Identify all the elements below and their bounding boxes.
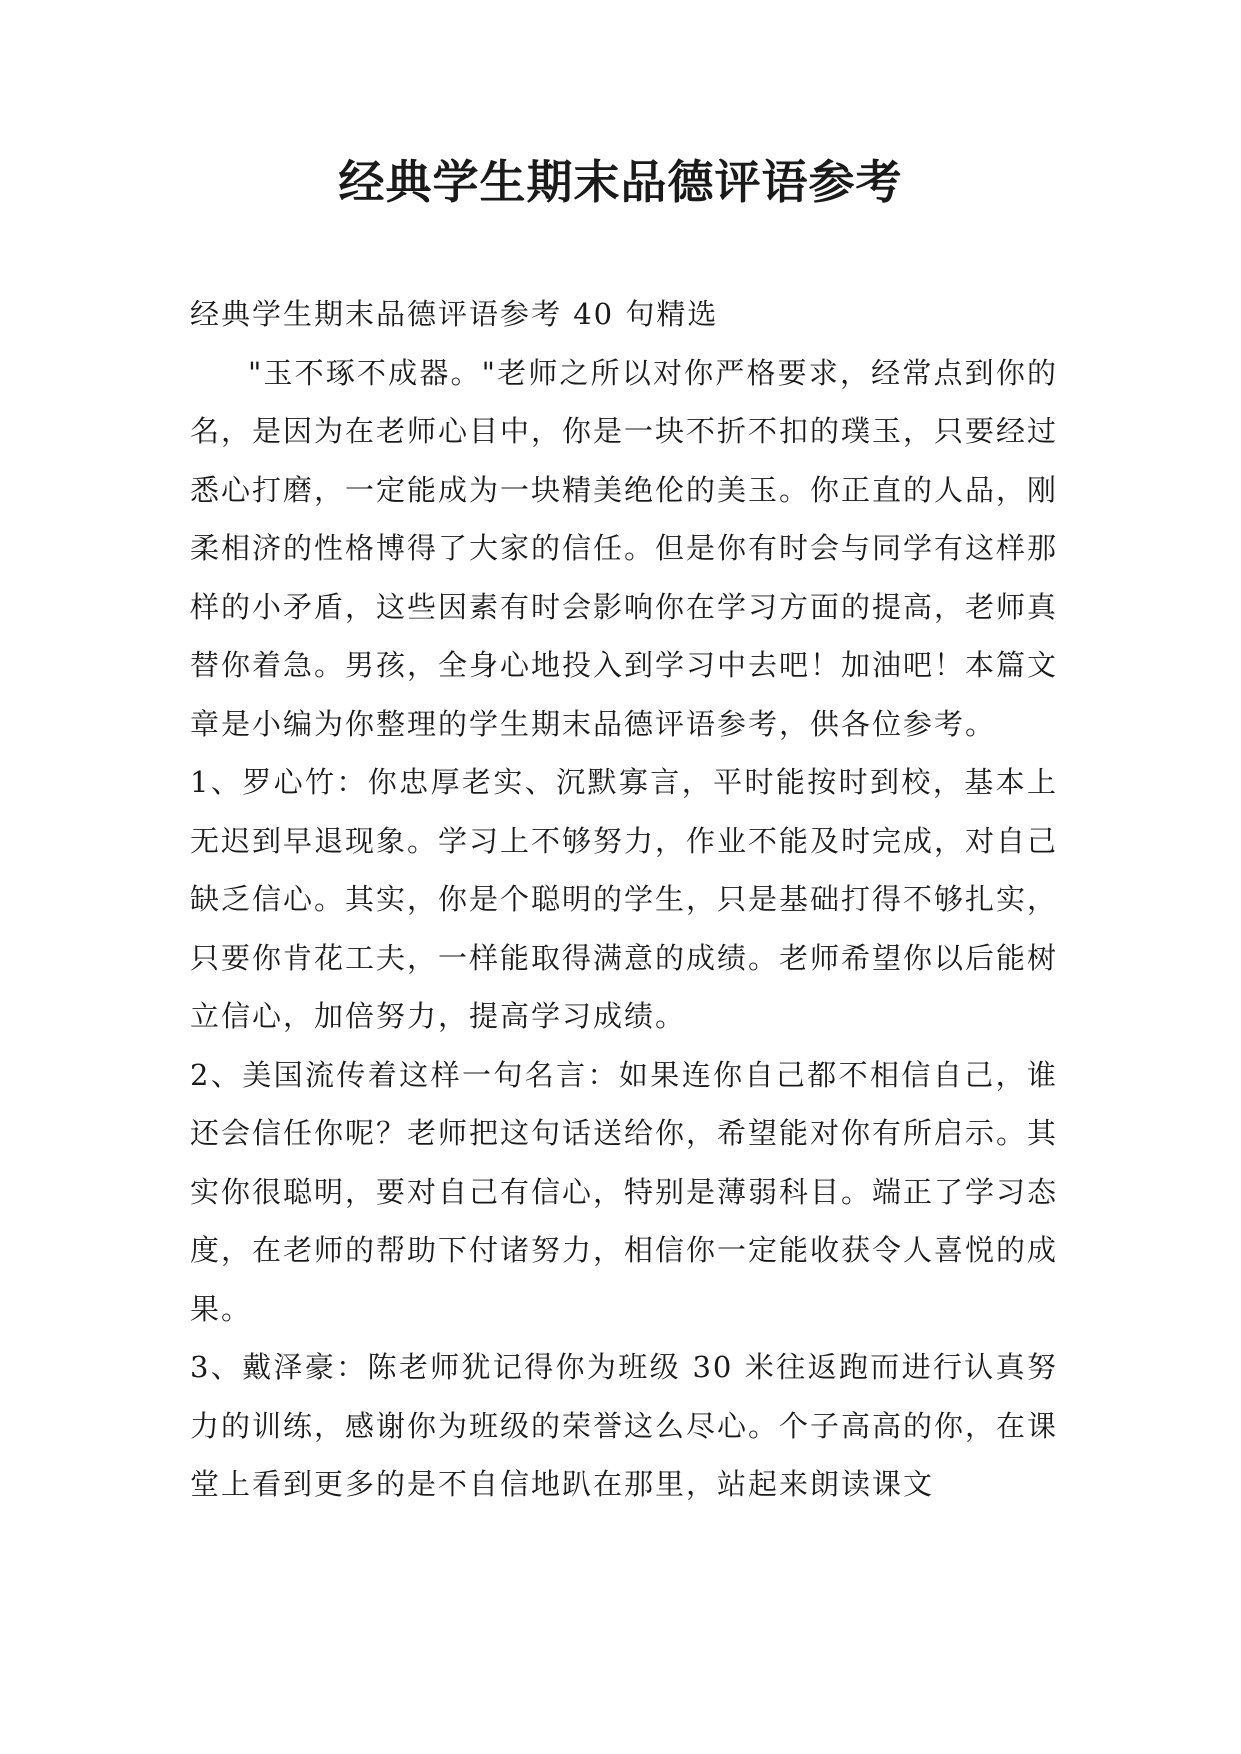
comment-item-3: 3、戴泽豪：陈老师犹记得你为班级 30 米往返跑而进行认真努力的训练，感谢你为班级的荣誉这么尽心。个子高高的你，在课堂上看到更多的是不自信地趴在那里，站起来朗读课文 — [190, 1350, 1059, 1501]
intro-paragraph: "玉不琢不成器。"老师之所以对你严格要求，经常点到你的名，是因为在老师心目中，你是一块不折不扣的璞玉，只要经过悉心打磨，一定能成为一块精美绝伦的美玉。你正直的人品，刚柔相济的性格博得了大家的信任。但是你有时会与同学有这样那样的小矛盾，这些因素有时会影响你在学习方面的提高，老师真替你着急。男孩，全身心地投入到学习中去吧！加油吧！本篇文章是小编为你整理的学生期末品德评语参考，供各位参考。 — [190, 355, 1059, 741]
document-subtitle: 经典学生期末品德评语参考 40 句精选 — [190, 297, 719, 331]
comment-item-2: 2、美国流传着这样一句名言：如果连你自己都不相信自己，谁还会信任你呢？老师把这句话送给你，希望能对你有所启示。其实你很聪明，要对自己有信心，特别是薄弱科目。端正了学习态度，在老师的帮助下付诸努力，相信你一定能收获令人喜悦的成果。 — [190, 1057, 1059, 1326]
document-title: 经典学生期末品德评语参考 — [338, 155, 903, 209]
comment-item-1: 1、罗心竹：你忠厚老实、沉默寡言，平时能按时到校，基本上无迟到早退现象。学习上不够努力，作业不能及时完成，对自己缺乏信心。其实，你是个聪明的学生，只是基础打得不够扎实，只要你肯花工夫，一样能取得满意的成绩。老师希望你以后能树立信心，加倍努力，提高学习成绩。 — [190, 765, 1059, 1033]
document-body — [190, 285, 1058, 1514]
